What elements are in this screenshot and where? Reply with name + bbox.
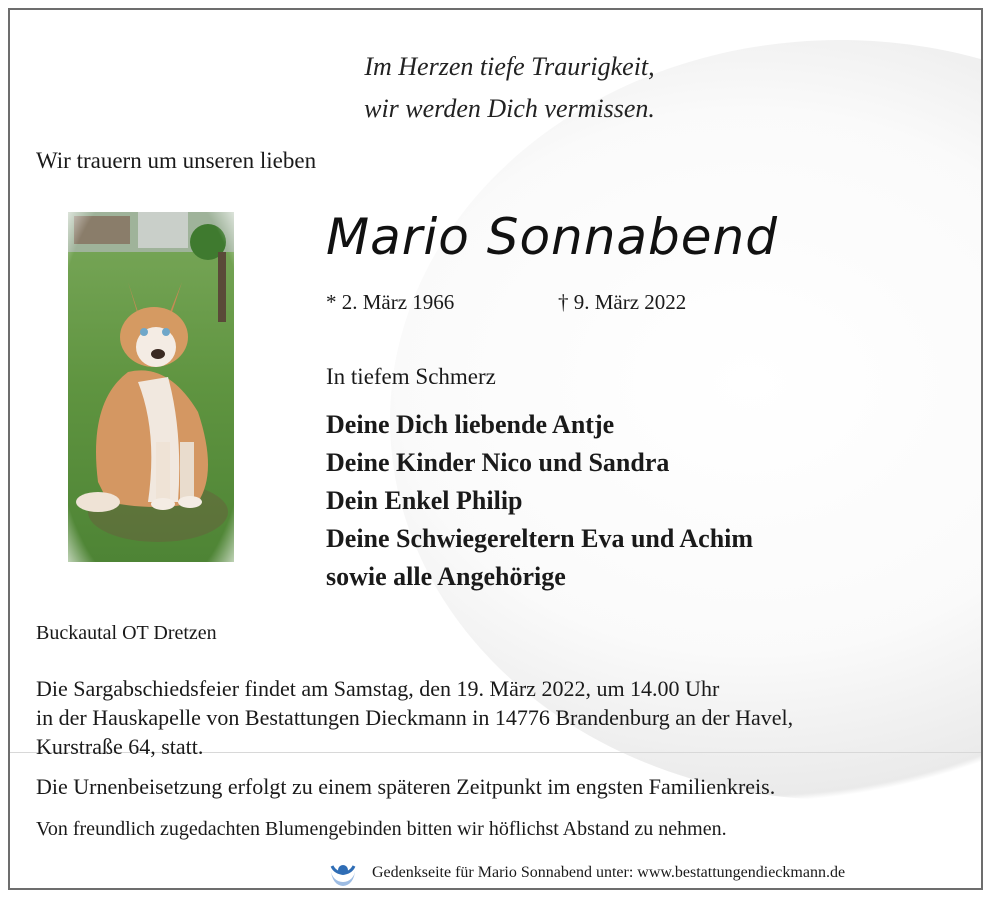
ceremony-line-2: in der Hauskapelle von Bestattungen Dieckmann in 14776 Brandenburg an der Havel,	[36, 705, 794, 730]
footer	[328, 858, 845, 888]
motto-line-2: wir werden Dich vermissen.	[364, 94, 655, 123]
flowers-text: Von freundlich zugedachten Blumengebinden bitten wir höflichst Abstand zu nehmen.	[36, 818, 727, 840]
mourner-line: Deine Dich liebende Antje	[326, 410, 615, 439]
deceased-name: Mario Sonnabend	[326, 208, 778, 266]
ceremony-line-3: Kurstraße 64, statt.	[36, 734, 204, 759]
mourner-line: sowie alle Angehörige	[326, 562, 566, 591]
mourner-line: Dein Enkel Philip	[326, 486, 523, 515]
urn-text: Die Urnenbeisetzung erfolgt zu einem späteren Zeitpunkt im engsten Familienkreis.	[36, 774, 776, 799]
dog-photo	[68, 212, 234, 562]
birth-date: * 2. März 1966	[326, 290, 455, 314]
memorial-page-link[interactable]: Gedenkseite für Mario Sonnabend unter: www.bestattungendieckmann.de	[372, 864, 846, 881]
mourners-list	[326, 406, 753, 596]
husky-dog-photo-icon	[68, 212, 234, 562]
ceremony-line-1: Die Sargabschiedsfeier findet am Samstag, den 19. März 2022, um 14.00 Uhr	[36, 676, 720, 701]
mourner-line: Deine Kinder Nico und Sandra	[326, 448, 670, 477]
mourner-line: Deine Schwiegereltern Eva und Achim	[326, 524, 754, 553]
memorial-logo-icon	[328, 858, 358, 888]
ceremony-text	[36, 674, 793, 761]
intro-text: Wir trauern um unseren lieben	[36, 148, 317, 173]
motto	[10, 46, 981, 130]
pain-text: In tiefem Schmerz	[326, 364, 496, 389]
place-text: Buckautal OT Dretzen	[36, 622, 217, 644]
death-date: † 9. März 2022	[558, 290, 687, 314]
motto-line-1: Im Herzen tiefe Traurigkeit,	[364, 52, 655, 81]
obituary-frame	[8, 8, 983, 890]
